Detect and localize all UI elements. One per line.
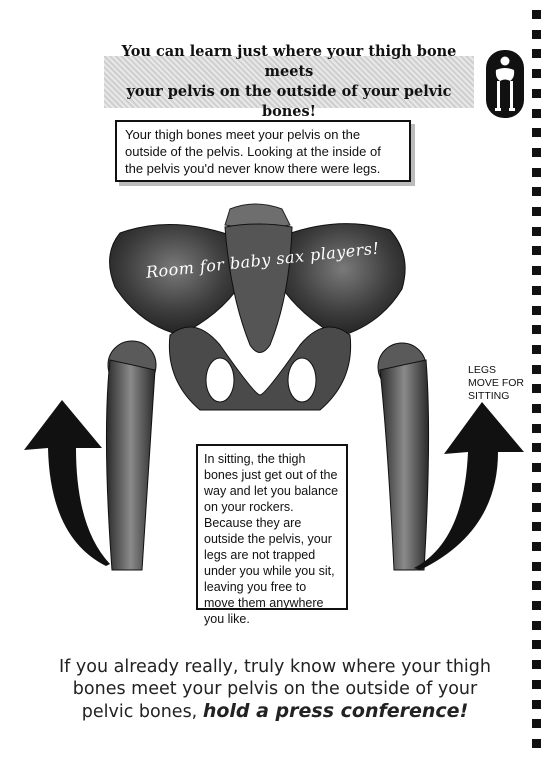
spiral-binding	[532, 10, 544, 760]
binding-hole	[532, 680, 541, 689]
binding-hole	[532, 384, 541, 393]
binding-hole	[532, 503, 541, 512]
skeleton-icon	[486, 50, 524, 118]
binding-hole	[532, 621, 541, 630]
binding-hole	[532, 168, 541, 177]
press-conference-callout: hold a press conference!	[202, 700, 469, 722]
binding-hole	[532, 49, 541, 58]
binding-hole	[532, 404, 541, 413]
sitting-info-text: In sitting, the thigh bones just get out of the way and let you balance on your rockers. Because they are outside the pelvis, your legs are not trapped under you while you sit, leaving you free to move them anywhere you like.	[204, 452, 339, 626]
title-banner	[104, 43, 474, 120]
info-box-text: Your thigh bones meet your pelvis on the outside of the pelvis. Looking at the inside of the pelvis you'd never know there were legs.	[125, 127, 381, 176]
binding-hole	[532, 581, 541, 590]
binding-hole	[532, 30, 541, 39]
curved-arrow-icon	[400, 392, 530, 572]
binding-hole	[532, 128, 541, 137]
binding-hole	[532, 286, 541, 295]
binding-hole	[532, 601, 541, 610]
binding-hole	[532, 424, 541, 433]
binding-hole	[532, 227, 541, 236]
binding-hole	[532, 522, 541, 531]
bottom-line-3	[40, 700, 510, 723]
binding-hole	[532, 719, 541, 728]
binding-hole	[532, 640, 541, 649]
binding-hole	[532, 365, 541, 374]
binding-hole	[532, 89, 541, 98]
title-line-2: your pelvis on the outside of your pelvic bones!	[126, 83, 452, 120]
binding-hole	[532, 483, 541, 492]
binding-hole	[532, 660, 541, 669]
bottom-message	[40, 656, 510, 723]
bottom-line-3-plain: pelvic bones,	[81, 702, 203, 722]
binding-hole	[532, 246, 541, 255]
info-box	[115, 120, 411, 182]
binding-hole	[532, 187, 541, 196]
binding-hole	[532, 345, 541, 354]
sacrum	[225, 224, 292, 353]
overlay-caption: Room for baby sax players!	[145, 238, 381, 282]
binding-hole	[532, 562, 541, 571]
right-iliac-wing	[280, 224, 405, 337]
curved-arrow-icon	[10, 388, 120, 568]
legs-label-line-3: SITTING	[468, 390, 510, 402]
legs-label-line-1: LEGS	[468, 364, 497, 376]
binding-hole	[532, 207, 541, 216]
binding-hole	[532, 109, 541, 118]
bottom-line-1: If you already really, truly know where your thigh	[59, 657, 491, 677]
binding-hole	[532, 443, 541, 452]
binding-hole	[532, 69, 541, 78]
title-line-1: You can learn just where your thigh bone meets	[121, 43, 457, 80]
legs-move-label	[468, 364, 524, 403]
binding-hole	[532, 306, 541, 315]
binding-hole	[532, 463, 541, 472]
binding-hole	[532, 325, 541, 334]
bottom-line-2: bones meet your pelvis on the outside of your	[72, 679, 478, 699]
legs-label-line-2: MOVE FOR	[468, 377, 525, 389]
binding-hole	[532, 266, 541, 275]
binding-hole	[532, 542, 541, 551]
binding-hole	[532, 700, 541, 709]
sitting-info-box	[196, 444, 348, 626]
left-iliac-wing	[110, 224, 240, 335]
binding-hole	[532, 739, 541, 748]
title-text	[104, 42, 474, 122]
binding-hole	[532, 148, 541, 157]
binding-hole	[532, 10, 541, 19]
skeleton-badge	[486, 50, 524, 118]
